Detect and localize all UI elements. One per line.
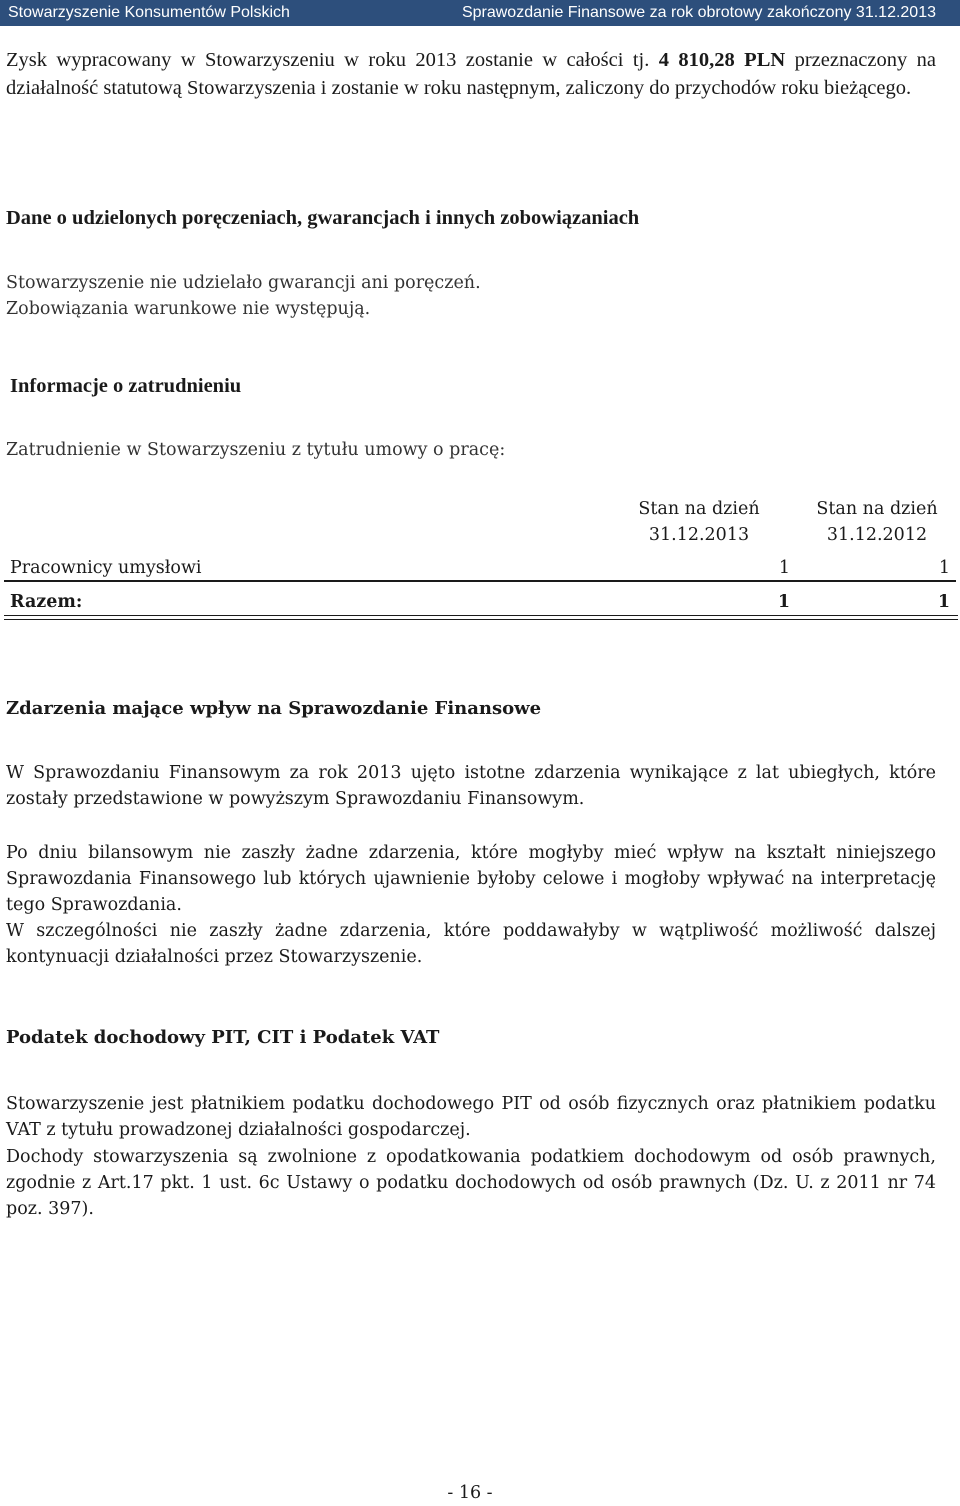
table-row-value-2012: 1 (938, 558, 950, 578)
col-2013-label: Stan na dzień (638, 499, 760, 519)
table-col-header-2012 (784, 496, 960, 548)
table-total-rule-bottom (4, 619, 958, 620)
events-paragraph-3: W szczególności nie zaszły żadne zdarzenia, które poddawałyby w wątpliwość możliwość dalszej kontynuacji działalności przez Stowarzyszenie. (6, 921, 936, 967)
events-paragraph-1: W Sprawozdaniu Finansowym za rok 2013 ujęto istotne zdarzenia wynikające z lat ubiegłych, które zostały przedstawione w powyższym Sprawozdaniu Finansowym. (6, 763, 936, 809)
tax-heading: Podatek dochodowy PIT, CIT i Podatek VAT (6, 1027, 440, 1048)
page-number: - 16 - (447, 1483, 493, 1503)
employment-heading: Informacje o zatrudnieniu (10, 375, 242, 397)
header-report-title: Sprawozdanie Finansowe za rok obrotowy zakończony 31.12.2013 (461, 4, 936, 21)
guarantees-line1: Stowarzyszenie nie udzielało gwarancji ani poręczeń. (6, 273, 481, 293)
guarantees-line2: Zobowiązania warunkowe nie występują. (6, 299, 371, 319)
table-total-value-2013: 1 (777, 592, 790, 612)
events-paragraph-2: Po dniu bilansowym nie zaszły żadne zdarzenia, które mogłyby mieć wpływ na kształt niniejszego Sprawozdania Finansowego lub których ujawnienie byłoby celowe i mogłoby wpływać na interpretację tego Sprawozdania. (6, 843, 936, 915)
tax-paragraph-1: Stowarzyszenie jest płatnikiem podatku dochodowego PIT od osób fizycznych oraz płatnikiem podatku VAT z tytułu prowadzonej działalności gospodarczej. (6, 1094, 936, 1140)
table-col-header-2013 (606, 496, 792, 548)
table-total-value-2012: 1 (937, 592, 950, 612)
table-row-value-2013: 1 (778, 558, 790, 578)
table-row-label: Pracownicy umysłowi (10, 558, 202, 578)
table-row-divider (4, 580, 956, 582)
events-heading: Zdarzenia mające wpływ na Sprawozdanie Finansowe (6, 698, 542, 719)
tax-paragraph-2: Dochody stowarzyszenia są zwolnione z opodatkowania podatkiem dochodowym od osób prawnych, zgodnie z Art.17 pkt. 1 ust. 6c Ustawy o podatku dochodowych od osób prawnych (Dz. U. z 2011 nr 74 poz. 397). (6, 1147, 936, 1219)
col-2013-date: 31.12.2013 (648, 525, 750, 545)
intro-text-after: przeznaczony na działalność statutową Stowarzyszenia i zostanie w roku następnym, zaliczony do przychodów roku bieżącego. (6, 49, 936, 99)
header-org-name: Stowarzyszenie Konsumentów Polskich (8, 4, 290, 21)
intro-text-before: Zysk wypracowany w Stowarzyszeniu w roku 2013 zostanie w całości tj. (6, 49, 659, 71)
intro-amount: 4 810,28 PLN (658, 49, 786, 71)
table-total-label: Razem: (10, 592, 83, 612)
employment-intro: Zatrudnienie w Stowarzyszeniu z tytułu umowy o pracę: (6, 440, 506, 460)
intro-paragraph (6, 46, 936, 102)
page-header (0, 0, 960, 26)
col-2012-date: 31.12.2012 (826, 525, 928, 545)
table-total-rule-top (4, 615, 958, 616)
guarantees-heading: Dane o udzielonych poręczeniach, gwarancjach i innych zobowiązaniach (6, 207, 640, 229)
col-2012-label: Stan na dzień (816, 499, 938, 519)
